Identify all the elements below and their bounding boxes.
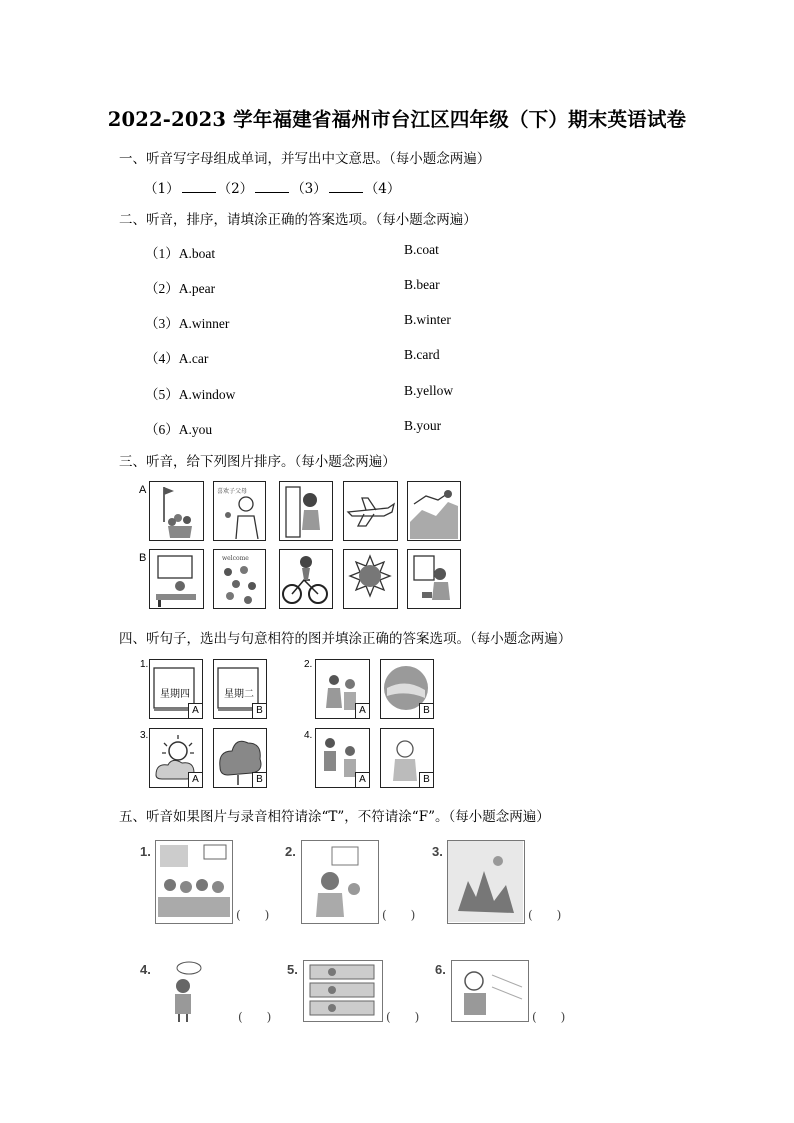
q5-number-6: 6. xyxy=(435,962,446,977)
party-icon[interactable] xyxy=(213,549,266,609)
girl-reading-icon[interactable] xyxy=(407,549,461,609)
option-6b[interactable]: B.your xyxy=(404,418,442,433)
option-2b[interactable]: B.bear xyxy=(404,277,440,292)
choice-a-box[interactable]: A xyxy=(188,703,203,719)
option-5a[interactable]: （5）A.window xyxy=(145,387,236,402)
option-6a[interactable]: （6）A.you xyxy=(145,422,213,437)
answer-paren-2[interactable]: ( ) xyxy=(382,908,416,922)
blank-label-3: （3） xyxy=(291,181,327,197)
flag-children-icon[interactable] xyxy=(149,481,204,541)
option-2a[interactable]: （2）A.pear xyxy=(145,281,216,296)
calendar-thursday-icon[interactable] xyxy=(149,659,203,719)
airplane-icon[interactable] xyxy=(343,481,398,541)
snow-scene-photo-icon[interactable] xyxy=(447,840,525,924)
answer-paren-1[interactable]: ( ) xyxy=(236,908,270,922)
choice-a-box[interactable]: A xyxy=(188,772,203,788)
section4-heading: 四、听句子，选出与句意相符的图并填涂正确的答案选项。（每小题念两遍） xyxy=(119,631,572,647)
boy-waving-photo-icon[interactable] xyxy=(451,960,529,1022)
classroom-icon[interactable] xyxy=(149,549,204,609)
two-people-icon[interactable] xyxy=(315,728,370,788)
blank-line-1[interactable] xyxy=(182,180,216,193)
answer-paren-3[interactable]: ( ) xyxy=(528,908,562,922)
cloud-icon[interactable] xyxy=(213,728,267,788)
weather-photo-icon[interactable] xyxy=(380,659,434,719)
section2-heading: 二、听音，排序，请填涂正确的答案选项。（每小题念两遍） xyxy=(119,212,477,228)
q5-number-3: 3. xyxy=(432,844,443,859)
svg-text:喜欢子父母: 喜欢子父母 xyxy=(217,488,248,495)
answer-paren-5[interactable]: ( ) xyxy=(386,1010,420,1024)
section5-heading: 五、听音如果图片与录音相符请涂“T”，不符请涂“F”。（每小题念两遍） xyxy=(119,809,550,825)
section3-heading: 三、听音，给下列图片排序。（每小题念两遍） xyxy=(119,454,396,470)
choice-a-box[interactable]: A xyxy=(355,772,370,788)
calendar-tuesday-icon[interactable] xyxy=(213,659,267,719)
option-4a[interactable]: （4）A.car xyxy=(145,351,209,366)
family-scene-icon[interactable] xyxy=(315,659,370,719)
q5-number-5: 5. xyxy=(287,962,298,977)
sun-icon[interactable] xyxy=(343,549,398,609)
blank-label-2: （2） xyxy=(217,181,254,197)
q5-number-2: 2. xyxy=(285,844,296,859)
choice-b-box[interactable]: B xyxy=(252,703,267,719)
sun-cloud-icon[interactable] xyxy=(149,728,203,788)
banknotes-photo-icon[interactable] xyxy=(303,960,383,1022)
cal-text-thursday: 星期四 xyxy=(160,689,190,700)
q4-number-1: 1. xyxy=(140,659,149,670)
choice-b-box[interactable]: B xyxy=(252,772,267,788)
answer-paren-4[interactable]: ( ) xyxy=(238,1010,272,1024)
blank-line-3[interactable] xyxy=(329,180,363,193)
boy-speech-photo-icon[interactable] xyxy=(157,958,235,1024)
option-3a[interactable]: （3）A.winner xyxy=(145,316,230,331)
choice-b-box[interactable]: B xyxy=(419,703,434,719)
girl-room-photo-icon[interactable] xyxy=(301,840,379,924)
option-4b[interactable]: B.card xyxy=(404,347,440,362)
girl-door-icon[interactable] xyxy=(279,481,333,541)
q4-number-4: 4. xyxy=(304,730,313,741)
q4-number-3: 3. xyxy=(140,730,149,741)
option-1a[interactable]: （1）A.boat xyxy=(145,246,216,261)
section1-heading: 一、听音写字母组成单词，并写出中文意思。（每小题念两遍） xyxy=(119,151,491,167)
blank-label-1: （1） xyxy=(144,181,180,197)
choice-b-box[interactable]: B xyxy=(419,772,434,788)
option-3b[interactable]: B.winter xyxy=(404,312,451,327)
cal-text-tuesday: 星期二 xyxy=(224,689,254,700)
bicycle-icon[interactable] xyxy=(279,549,333,609)
row-label-a: A xyxy=(139,484,147,496)
section1-blanks xyxy=(144,177,400,197)
q4-number-2: 2. xyxy=(304,659,313,670)
choice-a-box[interactable]: A xyxy=(355,703,370,719)
svg-text:welcome: welcome xyxy=(222,555,249,562)
page-title: 2022-2023 学年福建省福州市台江区四年级（下）期末英语试卷 xyxy=(107,108,687,131)
blank-label-4: （4） xyxy=(364,181,401,197)
great-wall-icon[interactable] xyxy=(407,481,461,541)
blank-line-2[interactable] xyxy=(255,180,289,193)
sick-boy-icon[interactable] xyxy=(380,728,434,788)
option-1b[interactable]: B.coat xyxy=(404,242,439,257)
classroom-photo-icon[interactable] xyxy=(155,840,233,924)
row-label-b: B xyxy=(139,552,147,564)
answer-paren-6[interactable]: ( ) xyxy=(532,1010,566,1024)
q5-number-4: 4. xyxy=(140,962,151,977)
option-5b[interactable]: B.yellow xyxy=(404,383,454,398)
q5-number-1: 1. xyxy=(140,844,151,859)
teacher-board-icon[interactable] xyxy=(213,481,266,541)
